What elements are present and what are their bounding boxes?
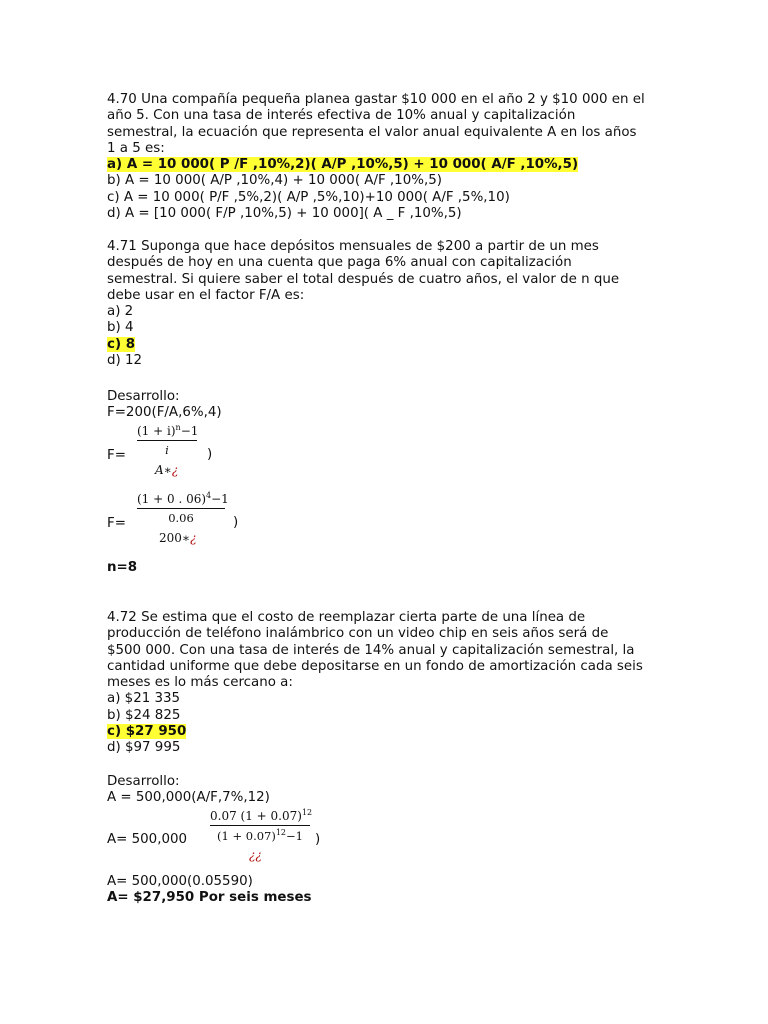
q472-line-5: meses es lo más cercano a: bbox=[107, 675, 293, 691]
q471-f2-num-base: (1 + 0 . 06) bbox=[137, 492, 207, 506]
question-4-72 bbox=[107, 610, 643, 757]
q471-line-1: 4.71 Suponga que hace depósitos mensuales de $200 a partir de un mes bbox=[107, 239, 599, 254]
q471-f1-below: A∗¿ bbox=[155, 463, 179, 477]
q470-option-b: b) A = 10 000( A/P ,10%,4) + 10 000( A/F ,10%,5) bbox=[107, 173, 442, 189]
q472-line-4: cantidad uniforme que debe depositarse en un fondo de amortización cada seis bbox=[107, 658, 643, 674]
question-4-71 bbox=[107, 239, 619, 369]
q472-option-a: a) $21 335 bbox=[107, 691, 181, 707]
q472-development bbox=[107, 774, 270, 807]
q471-f1-num-tail: −1 bbox=[180, 424, 199, 438]
q471-formula-2-label: F= bbox=[107, 516, 126, 531]
q472-line-1: 4.72 Se estima que el costo de reemplazar cierta parte de una línea de bbox=[107, 610, 586, 625]
q471-line-2: después de hoy en una cuenta que paga 6% anual con capitalización bbox=[107, 255, 572, 271]
q470-option-c: c) A = 10 000( P/F ,5%,2)( A/P ,5%,10)+10 000( A/F ,5%,10) bbox=[107, 189, 510, 205]
q471-f2-red-glyph: ¿ bbox=[190, 531, 197, 545]
q472-answer: A= $27,950 Por seis meses bbox=[107, 890, 312, 906]
q471-option-b: b) 4 bbox=[107, 320, 134, 336]
q470-option-d: d) A = [10 000( F/P ,10%,5) + 10 000]( A _ F ,10%,5) bbox=[107, 206, 462, 222]
q471-development bbox=[107, 389, 222, 422]
q471-answer: n=8 bbox=[107, 560, 138, 575]
q471-formula-2-fraction bbox=[137, 491, 229, 525]
q470-option-a-correct: a) A = 10 000( P /F ,10%,2)( A/P ,10%,5) + 10 000( A/F ,10%,5) bbox=[107, 157, 579, 173]
q472-option-c-correct: c) $27 950 bbox=[107, 724, 187, 740]
q472-dev-line: A = 500,000(A/F,7%,12) bbox=[107, 790, 270, 806]
q471-f1-den: i bbox=[165, 443, 169, 457]
q471-line-4: debe usar en el factor F/A es: bbox=[107, 287, 305, 303]
q470-line-1: 4.70 Una compañía pequeña planea gastar $10 000 en el año 2 y $10 000 en el bbox=[107, 92, 645, 107]
q471-f2-num-tail: −1 bbox=[211, 492, 229, 506]
q471-option-c-correct: c) 8 bbox=[107, 336, 136, 352]
q472-formula-fraction bbox=[210, 808, 313, 843]
q471-f1-num-exp: n bbox=[175, 423, 181, 432]
q472-f-den-base: (1 + 0.07) bbox=[217, 828, 276, 843]
q472-f-num-exp: 12 bbox=[301, 808, 313, 817]
q471-formula-1-label: F= bbox=[107, 448, 126, 463]
q472-f-close-paren: ) bbox=[315, 832, 321, 847]
q471-f1-red-glyph: ¿ bbox=[171, 463, 179, 477]
q471-option-d: d) 12 bbox=[107, 353, 143, 369]
question-4-70 bbox=[107, 92, 645, 222]
q471-f2-close-paren: ) bbox=[233, 515, 239, 530]
q472-f-red-glyphs: ¿¿ bbox=[249, 848, 262, 862]
q471-formula-2 bbox=[107, 491, 667, 551]
q472-f-num-base: 0.07 (1 + 0.07) bbox=[210, 809, 302, 823]
q471-f1-close-paren: ) bbox=[207, 447, 213, 462]
q472-line-2: producción de teléfono inalámbrico con un video chip en seis años será de bbox=[107, 626, 609, 642]
fraction-bar bbox=[137, 508, 225, 509]
q471-dev-line: F=200(F/A,6%,4) bbox=[107, 405, 222, 421]
fraction-bar bbox=[137, 440, 197, 441]
q472-formula-label: A= 500,000 bbox=[107, 832, 188, 847]
q471-f2-num-exp: 4 bbox=[206, 491, 212, 500]
fraction-bar bbox=[210, 825, 310, 826]
q472-f-den-tail: −1 bbox=[286, 828, 303, 843]
q471-f2-below: 200∗¿ bbox=[159, 531, 197, 545]
q472-line-3: $500 000. Con una tasa de interés de 14% anual y capitalización semestral, la bbox=[107, 642, 635, 658]
q471-formula-1-fraction bbox=[137, 423, 197, 457]
q472-dev-title: Desarrollo: bbox=[107, 774, 180, 789]
q472-option-d: d) $97 995 bbox=[107, 740, 181, 756]
q471-f2-den: 0.06 bbox=[168, 511, 194, 525]
q471-line-3: semestral. Si quiere saber el total después de cuatro años, el valor de n que bbox=[107, 271, 620, 287]
q471-formula-1 bbox=[107, 423, 667, 483]
q470-line-4: 1 a 5 es: bbox=[107, 140, 165, 156]
q471-dev-title: Desarrollo: bbox=[107, 389, 180, 404]
q470-line-2: año 5. Con una tasa de interés efectiva de 10% anual y capitalización bbox=[107, 108, 576, 124]
q470-line-3: semestral, la ecuación que representa el valor anual equivalente A en los años bbox=[107, 124, 637, 140]
q472-formula bbox=[107, 808, 667, 868]
q472-result bbox=[107, 874, 312, 907]
q471-f1-num-base: (1 + i) bbox=[137, 424, 176, 438]
q472-option-b: b) $24 825 bbox=[107, 707, 181, 723]
q472-f-den-exp: 12 bbox=[275, 828, 287, 837]
q472-result-line: A= 500,000(0.05590) bbox=[107, 874, 253, 889]
q471-option-a: a) 2 bbox=[107, 304, 134, 320]
